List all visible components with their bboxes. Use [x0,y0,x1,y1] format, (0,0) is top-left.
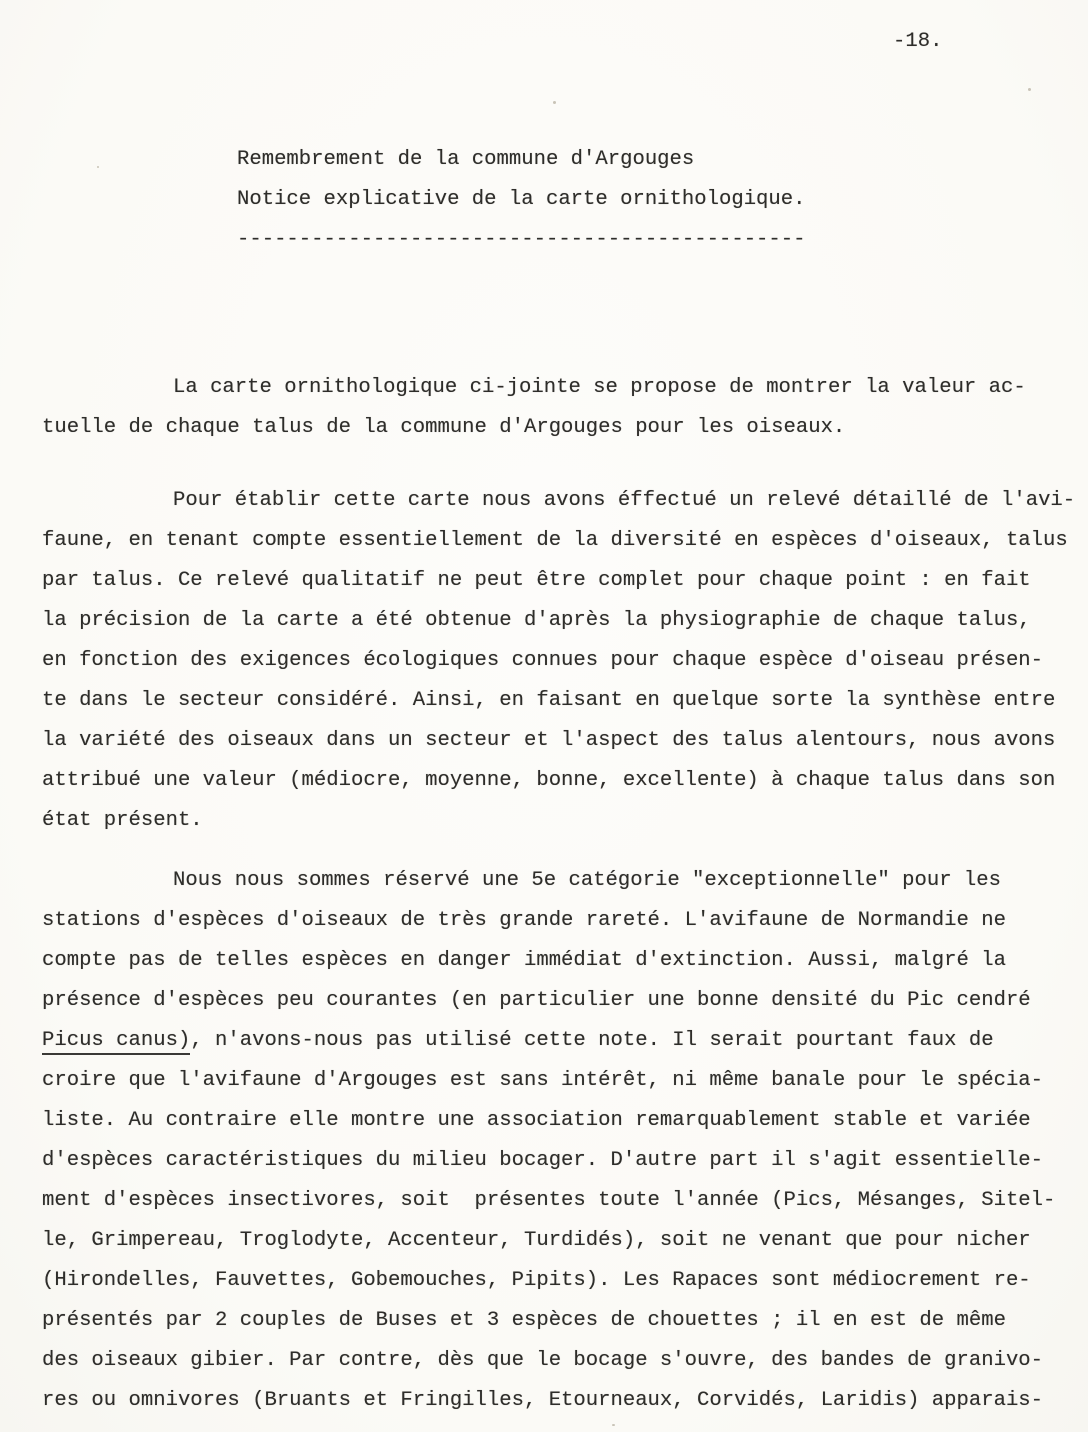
text-line: faune, en tenant compte essentiellement de la diversité en espèces d'oiseaux, talus [42,529,1068,552]
title-divider: ---------------------------------------------- [237,228,806,251]
text-line: la variété des oiseaux dans un secteur et l'aspect des talus alentours, nous avons [42,729,1056,752]
text-line [42,1021,1055,1061]
paragraph-3 [42,861,1055,1421]
text-line: par talus. Ce relevé qualitatif ne peut être complet pour chaque point : en fait [42,569,1031,592]
text-line: res ou omnivores (Bruants et Fringilles, Etourneaux, Corvidés, Laridis) apparais- [42,1389,1044,1412]
scan-noise-speck [612,1424,615,1426]
text-line-remainder: , n'avons-nous pas utilisé cette note. Il serait pourtant faux de [190,1029,994,1052]
text-line: Pour établir cette carte nous avons éffectué un relevé détaillé de l'avi- [173,489,1076,512]
species-name-underlined: Picus canus) [42,1029,190,1055]
text-line: te dans le secteur considéré. Ainsi, en faisant en quelque sorte la synthèse entre [42,689,1056,712]
text-line: le, Grimpereau, Troglodyte, Accenteur, Turdidés), soit ne venant que pour nicher [42,1229,1031,1252]
text-line: stations d'espèces d'oiseaux de très grande rareté. L'avifaune de Normandie ne [42,909,1006,932]
scan-noise-speck [1028,88,1031,91]
text-line: présence d'espèces peu courantes (en particulier une bonne densité du Pic cendré [42,989,1031,1012]
text-line: attribué une valeur (médiocre, moyenne, bonne, excellente) à chaque talus dans son [42,769,1056,792]
text-line: tuelle de chaque talus de la commune d'Argouges pour les oiseaux. [42,416,846,439]
text-line: liste. Au contraire elle montre une association remarquablement stable et variée [42,1109,1031,1132]
text-line: ment d'espèces insectivores, soit présentes toute l'année (Pics, Mésanges, Sitel- [42,1189,1056,1212]
text-line: en fonction des exigences écologiques connues pour chaque espèce d'oiseau présen- [42,649,1044,672]
text-line: d'espèces caractéristiques du milieu bocager. D'autre part il s'agit essentielle- [42,1149,1044,1172]
text-line: des oiseaux gibier. Par contre, dès que le bocage s'ouvre, des bandes de granivo- [42,1349,1044,1372]
text-line: croire que l'avifaune d'Argouges est sans intérêt, ni même banale pour le spécia- [42,1069,1044,1092]
document-header [237,140,805,260]
text-line: (Hirondelles, Fauvettes, Gobemouches, Pipits). Les Rapaces sont médiocrement re- [42,1269,1031,1292]
scan-noise-speck [553,101,556,104]
document-title-line-2: Notice explicative de la carte ornithologique. [237,188,806,211]
page-number: -18. [893,30,943,53]
text-line: compte pas de telles espèces en danger immédiat d'extinction. Aussi, malgré la [42,949,1006,972]
text-line: présentés par 2 couples de Buses et 3 espèces de chouettes ; il en est de même [42,1309,1006,1332]
paragraph-1 [42,368,1026,448]
text-line: la précision de la carte a été obtenue d'après la physiographie de chaque talus, [42,609,1031,632]
text-line: état présent. [42,809,203,832]
paragraph-2 [42,481,1075,841]
text-line: La carte ornithologique ci-jointe se propose de montrer la valeur ac- [173,376,1026,399]
document-title-line-1: Remembrement de la commune d'Argouges [237,148,695,171]
scan-noise-speck [97,166,99,168]
text-line: Nous nous sommes réservé une 5e catégorie "exceptionnelle" pour les [173,869,1002,892]
